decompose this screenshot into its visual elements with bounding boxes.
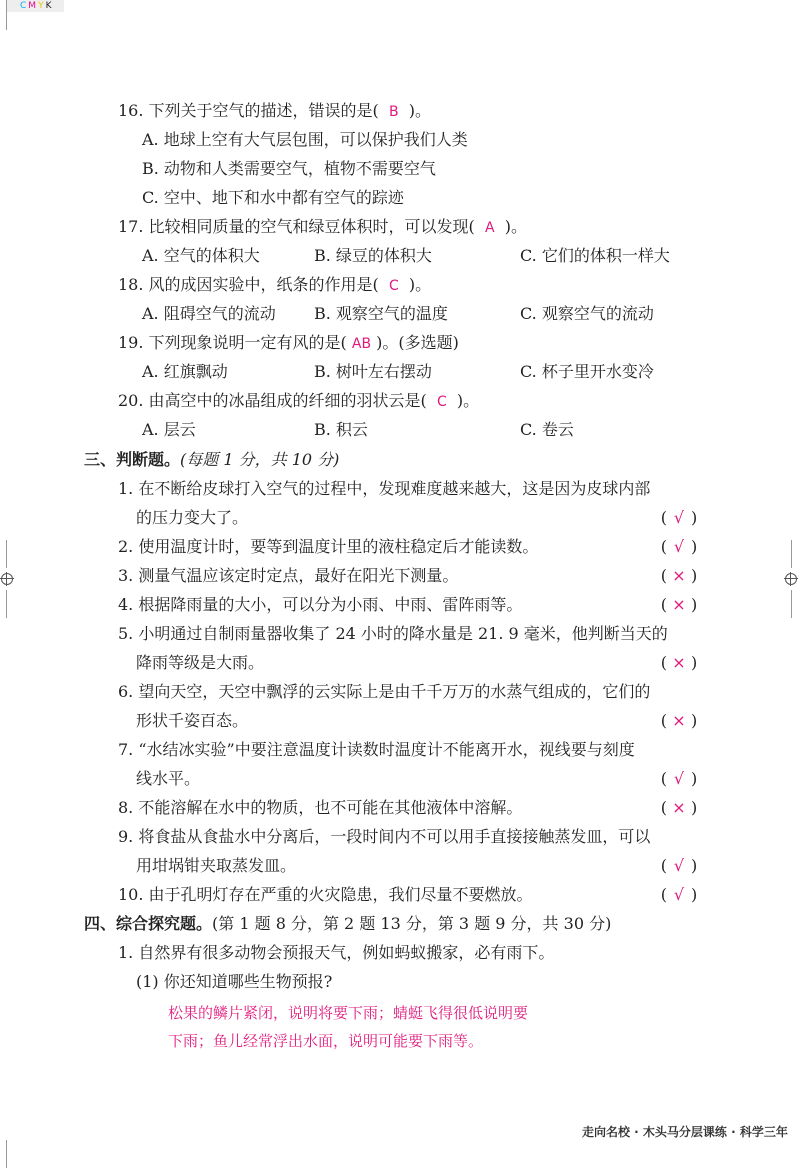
section-4-title: 四、综合探究题。 (84, 914, 213, 933)
section-4-heading (84, 913, 611, 935)
judge-5-line-2: 降雨等级是大雨。 (136, 653, 265, 672)
question-19-stem: 19. 下列现象说明一定有风的是( AB )。(多选题) (118, 333, 459, 352)
judge-1-line-2: 的压力变大了。 (136, 508, 249, 527)
section-4-note: (第 1 题 8 分，第 2 题 13 分，第 3 题 9 分，共 30 分) (212, 914, 612, 933)
judge-1-line-1: 1. 在不断给皮球打入空气的过程中，发现难度越来越大，这是因为皮球内部 (118, 479, 651, 498)
option-17-c: C. 它们的体积一样大 (520, 246, 670, 265)
section-3-heading (84, 449, 339, 471)
crop-mark (6, 540, 7, 568)
option-18-c: C. 观察空气的流动 (520, 304, 654, 323)
judge-5-mark: ( × ) (660, 653, 698, 672)
judge-7-line-2: 线水平。 (136, 769, 201, 788)
option-20-c: C. 卷云 (520, 420, 574, 439)
judge-3-line-1: 3. 测量气温应该定时定点，最好在阳光下测量。 (118, 566, 459, 585)
footer-book-title: 走向名校 · 木头马分层课练 · 科学三年 (582, 1125, 788, 1139)
option-16-c: C. 空中、地下和水中都有空气的踪迹 (142, 188, 404, 207)
question-18-stem: 18. 风的成因实验中，纸条的作用是( C )。 (118, 275, 432, 294)
judge-7-line-1: 7. “水结冰实验”中要注意温度计读数时温度计不能离开水，视线要与刻度 (118, 740, 635, 759)
option-17-a: A. 空气的体积大 (142, 246, 260, 265)
judge-6-line-2: 形状千姿百态。 (136, 711, 249, 730)
judge-10-mark: ( √ ) (660, 885, 698, 904)
judge-6-line-1: 6. 望向天空，天空中飘浮的云实际上是由千千万万的水蒸气组成的，它们的 (118, 682, 651, 701)
option-20-b: B. 积云 (314, 420, 368, 439)
judge-6-mark: ( × ) (660, 711, 698, 730)
answer-20: C (436, 394, 447, 410)
option-19-b: B. 树叶左右摆动 (314, 362, 432, 381)
inquiry-1-answer-line-2: 下雨；鱼儿经常浮出水面，说明可能要下雨等。 (168, 1032, 484, 1050)
option-16-b: B. 动物和人类需要空气，植物不需要空气 (142, 159, 436, 178)
crop-mark (6, 0, 7, 30)
answer-18: C (388, 278, 399, 294)
judge-4-mark: ( × ) (660, 595, 698, 614)
option-17-b: B. 绿豆的体积大 (314, 246, 432, 265)
judge-9-mark: ( √ ) (660, 856, 698, 875)
cmyk-color-bar (6, 0, 64, 12)
judge-4-line-1: 4. 根据降雨量的大小，可以分为小雨、中雨、雷阵雨等。 (118, 595, 523, 614)
answer-19: AB (351, 336, 372, 352)
cmyk-y: Y (38, 1, 44, 11)
judge-3-mark: ( × ) (660, 566, 698, 585)
question-17-stem: 17. 比较相同质量的空气和绿豆体积时，可以发现( A )。 (118, 217, 527, 236)
inquiry-1-sub-1: (1) 你还知道哪些生物预报? (136, 972, 333, 991)
judge-8-mark: ( × ) (660, 798, 698, 817)
option-18-b: B. 观察空气的温度 (314, 304, 448, 323)
crop-mark (6, 1140, 7, 1168)
judge-1-mark: ( √ ) (660, 508, 698, 527)
judge-10-line-1: 10. 由于孔明灯存在严重的火灾隐患，我们尽量不要燃放。 (118, 885, 533, 904)
judge-2-mark: ( √ ) (660, 537, 698, 556)
cmyk-k: K (45, 1, 52, 11)
cmyk-m: M (28, 1, 37, 11)
option-18-a: A. 阻碍空气的流动 (142, 304, 276, 323)
registration-mark-icon (0, 572, 14, 586)
judge-2-line-1: 2. 使用温度计时，要等到温度计里的液柱稳定后才能读数。 (118, 537, 539, 556)
judge-9-line-2: 用坩埚钳夹取蒸发皿。 (136, 856, 297, 875)
judge-7-mark: ( √ ) (660, 769, 698, 788)
option-16-a: A. 地球上空有大气层包围，可以保护我们人类 (142, 130, 468, 149)
inquiry-1-stem: 1. 自然界有很多动物会预报天气，例如蚂蚁搬家，必有雨下。 (118, 943, 555, 962)
judge-5-line-1: 5. 小明通过自制雨量器收集了 24 小时的降水量是 21. 9 毫米，他判断当天的 (118, 624, 668, 643)
question-16-stem: 16. 下列关于空气的描述，错误的是( B )。 (118, 101, 431, 120)
option-19-a: A. 红旗飘动 (142, 362, 228, 381)
question-20-stem: 20. 由高空中的冰晶组成的纤细的羽状云是( C )。 (118, 391, 480, 410)
answer-16: B (388, 104, 399, 120)
section-3-note: (每题 1 分，共 10 分) (180, 450, 340, 469)
crop-mark (791, 540, 792, 568)
option-20-a: A. 层云 (142, 420, 196, 439)
inquiry-1-answer-line-1: 松果的鳞片紧闭，说明将要下雨；蜻蜓飞得很低说明要 (168, 1004, 529, 1022)
cmyk-c: C (20, 1, 27, 11)
judge-9-line-1: 9. 将食盐从食盐水中分离后，一段时间内不可以用手直接接触蒸发皿，可以 (118, 827, 651, 846)
crop-mark (791, 590, 792, 618)
registration-mark-icon (784, 572, 798, 586)
crop-mark (6, 590, 7, 618)
answer-17: A (484, 220, 495, 236)
judge-8-line-1: 8. 不能溶解在水中的物质，也不可能在其他液体中溶解。 (118, 798, 523, 817)
section-3-title: 三、判断题。 (84, 450, 181, 469)
option-19-c: C. 杯子里开水变冷 (520, 362, 654, 381)
